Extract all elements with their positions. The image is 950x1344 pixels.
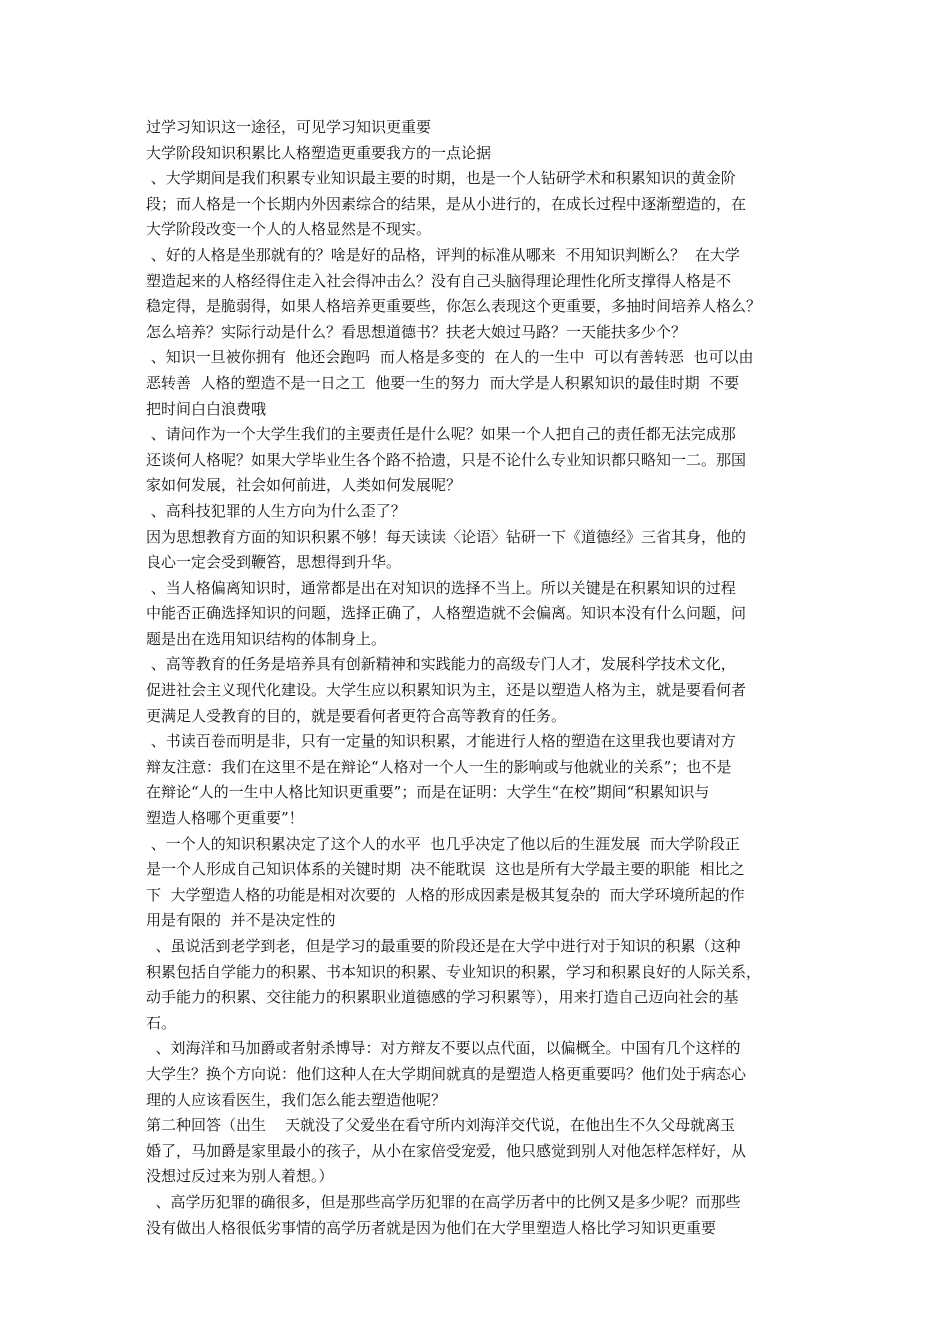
text-line: 中能否正确选择知识的问题，选择正确了，人格塑造就不会偏离。知识本没有什么问题，问 (146, 604, 747, 623)
paragraph (146, 499, 810, 525)
paragraph (146, 243, 810, 345)
paragraph (146, 652, 810, 729)
paragraph (146, 525, 810, 576)
text-line: 更满足人受教育的目的，就是要看何者更符合高等教育的任务。 (146, 706, 567, 725)
paragraph (146, 115, 810, 141)
text-line: 、刘海洋和马加爵或者射杀博导：对方辩友不要以点代面，以偏概全。中国有几个这样的 (146, 1039, 741, 1058)
text-line: 还谈何人格呢？如果大学毕业生各个路不拾遗，只是不论什么专业知识都只略知一二。那国 (146, 450, 747, 469)
text-line: 、书读百卷而明是非，只有一定量的知识积累，才能进行人格的塑造在这里我也要请对方 (146, 732, 736, 751)
text-line: 过学习知识这一途径，可见学习知识更重要 (146, 118, 432, 136)
text-line: 、好的人格是坐那就有的？啥是好的品格，评判的标准从哪来 不用知识判断么？ 在大学 (146, 245, 740, 264)
paragraph (146, 934, 810, 1036)
text-line: 下 大学塑造人格的功能是相对次要的 人格的形成因素是极其复杂的 而大学环境所起的作 (146, 885, 745, 904)
text-line: 塑造人格哪个更重要”！ (146, 809, 304, 828)
text-line: 在辩论“人的一生中人格比知识更重要”；而是在证明：大学生“在校”期间“积累知识与 (146, 783, 710, 802)
text-line: 大学阶段知识积累比人格塑造更重要我方的一点论据 (146, 143, 492, 162)
paragraph (146, 576, 810, 653)
text-line: 积累包括自学能力的积累、书本知识的积累、专业知识的积累，学习和积累良好的人际关系， (146, 962, 762, 981)
text-line: 恶转善 人格的塑造不是一日之工 他要一生的努力 而大学是人积累知识的最佳时期 不要 (146, 373, 740, 392)
paragraph (146, 141, 810, 167)
text-line: 、高等教育的任务是培养具有创新精神和实践能力的高级专门人才，发展科学技术文化， (146, 655, 736, 674)
paragraph (146, 729, 810, 831)
text-line: 、高学历犯罪的确很多，但是那些高学历犯罪的在高学历者中的比例又是多少呢？而那些 (146, 1192, 741, 1211)
text-line: 没有做出人格很低劣事情的高学历者就是因为他们在大学里塑造人格比学习知识更重要 (146, 1218, 717, 1237)
text-line: 、请问作为一个大学生我们的主要责任是什么呢？如果一个人把自己的责任都无法完成那 (146, 425, 736, 444)
text-line: 、一个人的知识积累决定了这个人的水平 也几乎决定了他以后的生涯发展 而大学阶段正 (146, 834, 740, 853)
text-line: 大学生？换个方向说：他们这种人在大学期间就真的是塑造人格更重要吗？他们处于病态心 (146, 1064, 747, 1083)
text-line: 良心一定会受到鞭笞，思想得到升华。 (146, 553, 402, 572)
paragraph (146, 1036, 810, 1113)
text-line: 、高科技犯罪的人生方向为什么歪了？ (146, 501, 406, 520)
text-line: 稳定得，是脆弱得，如果人格培养更重要些，你怎么表现这个更重要，多抽时间培养人格么？ (146, 297, 762, 316)
text-line: 辩友注意：我们在这里不是在辩论“人格对一个人一生的影响或与他就业的关系”；也不是 (146, 757, 732, 776)
text-line: 理的人应该看医生，我们怎么能去塑造他呢？ (146, 1090, 447, 1109)
text-line: 、知识一旦被你拥有 他还会跑吗 而人格是多变的 在人的一生中 可以有善转恶 也可以由 (146, 348, 754, 367)
paragraph (146, 832, 810, 934)
text-line: 家如何发展，社会如何前进，人类如何发展呢？ (146, 476, 462, 495)
text-line: 没想过反过来为别人着想。） (146, 1167, 334, 1186)
text-line: 怎么培养？实际行动是什么？看思想道德书？扶老大娘过马路？一天能扶多少个？ (146, 322, 687, 341)
paragraph (146, 166, 810, 243)
document-body (146, 115, 810, 1241)
text-line: 、当人格偏离知识时，通常都是出在对知识的选择不当上。所以关键是在积累知识的过程 (146, 578, 736, 597)
text-line: 因为思想教育方面的知识积累不够！每天读读〈论语〉钻研一下《道德经》三省其身，他的 (146, 527, 747, 546)
text-line: 题是出在选用知识结构的体制身上。 (146, 629, 387, 648)
text-line: 段；而人格是一个长期内外因素综合的结果，是从小进行的，在成长过程中逐渐塑造的，在 (146, 194, 747, 213)
text-line: 用是有限的 并不是决定性的 (146, 911, 336, 930)
paragraph (146, 422, 810, 499)
text-line: 、大学期间是我们积累专业知识最主要的时期，也是一个人钻研学术和积累知识的黄金阶 (146, 169, 736, 188)
text-line: 第二种回答（出生 天就没了父爱坐在看守所内刘海洋交代说，在他出生不久父母就离玉 (146, 1116, 736, 1135)
text-line: 动手能力的积累、交往能力的积累职业道德感的学习积累等），用来打造自己迈向社会的基 (146, 988, 739, 1007)
text-line: 、虽说活到老学到老，但是学习的最重要的阶段还是在大学中进行对于知识的积累（这种 (146, 937, 741, 955)
paragraph (146, 1113, 810, 1190)
text-line: 促进社会主义现代化建设。大学生应以积累知识为主，还是以塑造人格为主，就是要看何者 (146, 681, 747, 700)
text-line: 婚了，马加爵是家里最小的孩子，从小在家倍受宠爱，他只感觉到别人对他怎样怎样好，从 (146, 1141, 747, 1160)
text-line: 是一个人形成自己知识体系的关键时期 决不能耽误 这也是所有大学最主要的职能 相比之 (146, 860, 745, 879)
text-line: 把时间白白浪费哦 (146, 399, 267, 418)
paragraph (146, 1190, 810, 1241)
text-line: 石。 (146, 1013, 177, 1032)
paragraph (146, 345, 810, 422)
text-line: 大学阶段改变一个人的人格显然是不现实。 (146, 220, 432, 239)
text-line: 塑造起来的人格经得住走入社会得冲击么？没有自己头脑得理论理性化所支撑得人格是不 (146, 271, 732, 290)
